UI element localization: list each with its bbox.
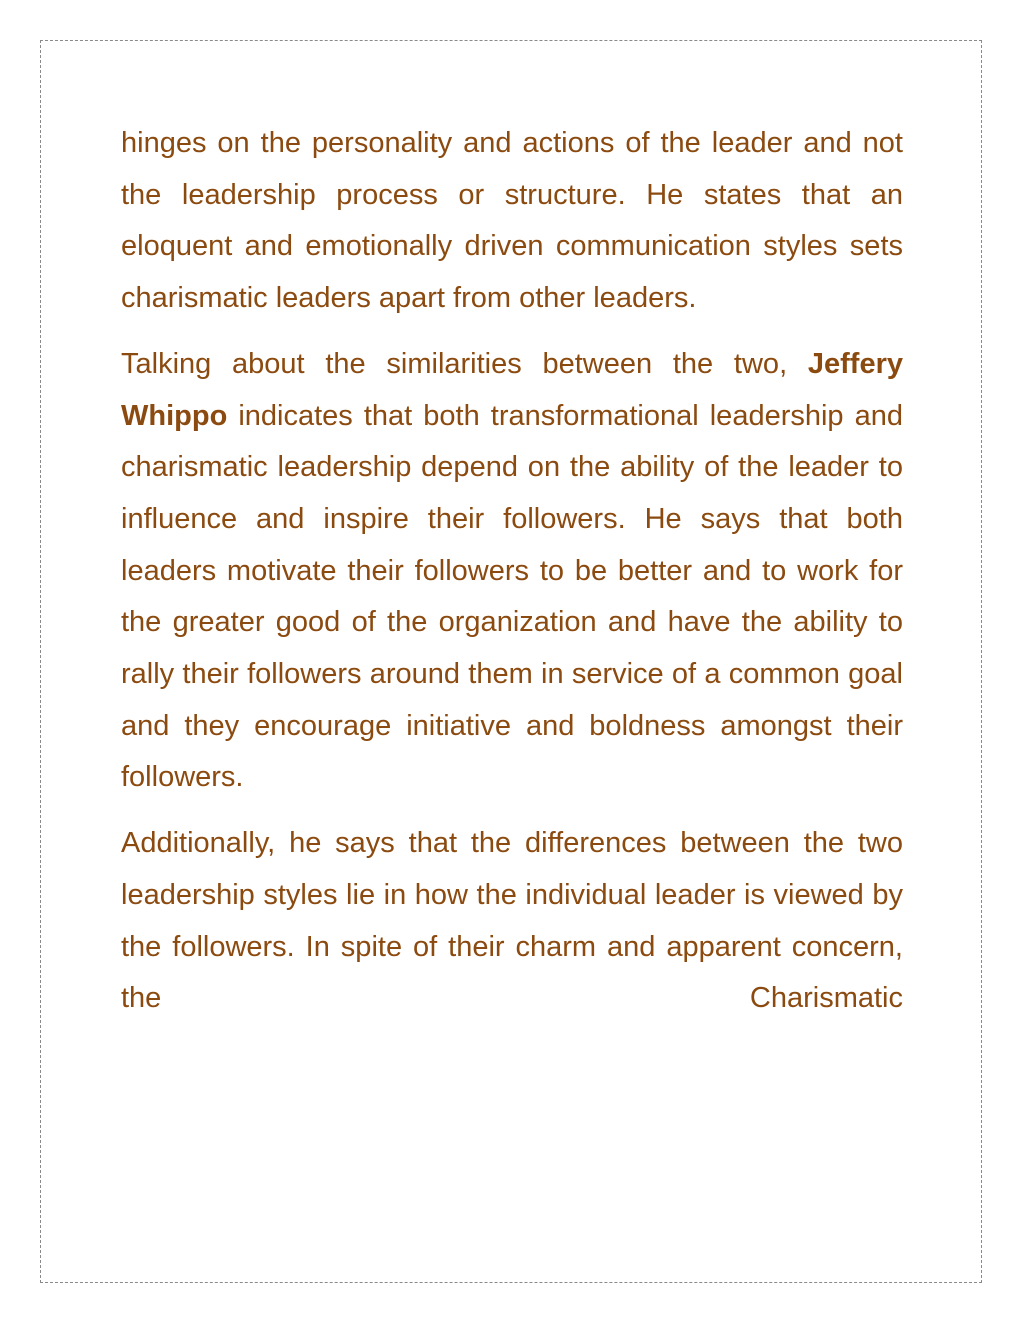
author-name: Jeffery Whippo	[121, 347, 903, 432]
paragraph-2-lead: Talking about the similarities between the two,	[121, 347, 808, 380]
document-body	[121, 118, 903, 1039]
paragraph-2	[121, 339, 903, 804]
paragraph-2-rest: indicates that both transformational leadership and charismatic leadership depend on the ability of the leader to influence and inspire their followers. He says that both leaders motivate their followers to be better and to work for the greater good of the organization and have the ability to rally their followers around them in service of a common goal and they encourage initiative and boldness amongst their followers.	[121, 399, 903, 794]
paragraph-3: Additionally, he says that the differences between the two leadership styles lie in how the individual leader is viewed by the followers. In spite of their charm and apparent concern, the Charismatic	[121, 827, 903, 1015]
paragraph-1: hinges on the personality and actions of the leader and not the leadership process or structure. He states that an eloquent and emotionally driven communication styles sets charismatic leaders apart from other leaders.	[121, 127, 903, 315]
